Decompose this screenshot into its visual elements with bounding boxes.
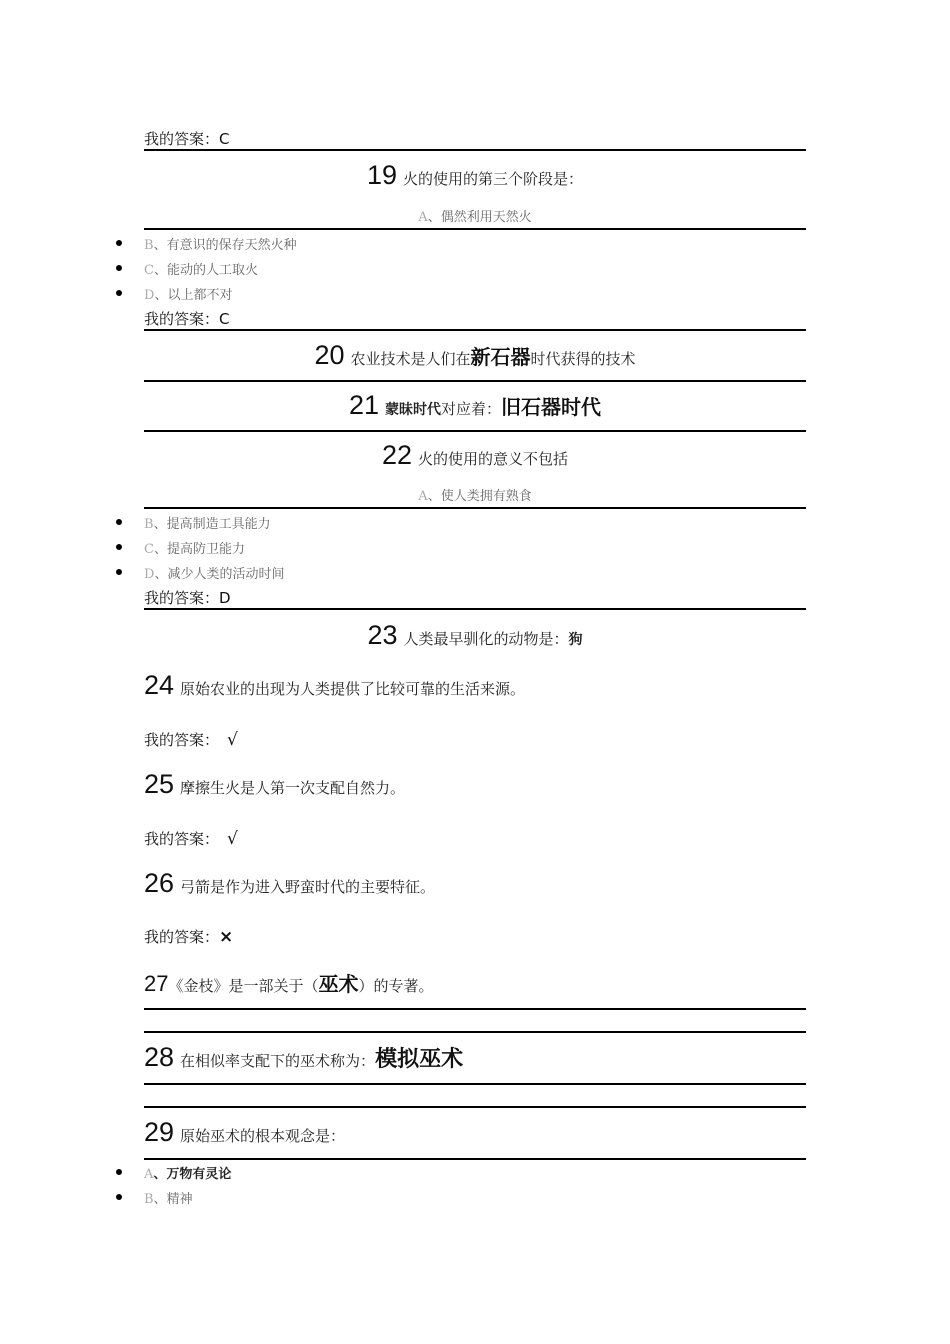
answer-label: 我的答案： (144, 731, 220, 749)
question-text: 原始巫术的根本观念是： (180, 1127, 346, 1145)
option-text: 、使人类拥有熟食 (427, 489, 532, 504)
answer-label: 我的答案： (144, 310, 220, 328)
answer-line (144, 729, 238, 750)
option-b[interactable] (144, 513, 271, 532)
option-c[interactable] (144, 259, 258, 278)
question-20 (144, 340, 806, 371)
answer-line (144, 587, 231, 608)
question-21 (144, 390, 806, 421)
option-text: 、提高制造工具能力 (153, 517, 271, 532)
question-19 (144, 160, 806, 191)
option-a[interactable] (144, 1163, 231, 1182)
question-number: 19 (366, 160, 398, 190)
option-d[interactable] (144, 563, 284, 582)
option-text: 、有意识的保存天然火种 (153, 238, 297, 253)
question-text: 《金枝》是一部关于（ (168, 977, 319, 995)
question-26 (144, 868, 806, 899)
option-c[interactable] (144, 538, 245, 557)
option-letter: A (418, 210, 428, 225)
answer-label: 我的答案： (144, 830, 220, 848)
option-letter: D (144, 288, 155, 303)
question-text: 弓箭是作为进入野蛮时代的主要特征。 (180, 878, 436, 896)
question-number: 22 (381, 440, 413, 470)
option-text: 、提高防卫能力 (153, 542, 245, 557)
option-b[interactable] (144, 1188, 193, 1207)
question-24 (144, 670, 806, 701)
option-text: 、能动的人工取火 (153, 263, 258, 278)
option-b[interactable] (144, 234, 297, 253)
question-text: 农业技术是人们在 (350, 350, 471, 368)
question-22 (144, 440, 806, 471)
question-number: 29 (144, 1117, 175, 1147)
option-letter: B (144, 517, 154, 532)
question-text: 时代获得的技术 (530, 350, 636, 368)
bullet-icon (116, 569, 122, 575)
question-text: 火的使用的第三个阶段是： (403, 170, 584, 188)
answer-value: √ (227, 730, 238, 750)
answer-value: D (219, 589, 231, 607)
divider (144, 507, 806, 509)
divider (144, 1158, 806, 1160)
divider (144, 1083, 806, 1085)
divider (144, 1106, 806, 1108)
bold-term: 蒙昧时代 (385, 402, 442, 418)
answer-label: 我的答案： (144, 130, 220, 148)
question-number: 25 (144, 769, 175, 799)
question-number: 27 (144, 971, 169, 996)
bullet-icon (116, 1169, 122, 1175)
option-d[interactable] (144, 284, 232, 303)
option-text: 、偶然利用天然火 (427, 210, 532, 225)
question-number: 20 (314, 340, 345, 370)
question-number: 21 (348, 390, 380, 420)
bullet-icon (116, 519, 122, 525)
question-number: 28 (144, 1042, 175, 1072)
option-letter: C (144, 263, 154, 278)
bullet-icon (116, 544, 122, 550)
answer-value: C (219, 310, 230, 328)
answer-value: C (219, 130, 230, 148)
question-number: 23 (367, 620, 398, 650)
divider (144, 380, 806, 382)
question-text: 火的使用的意义不包括 (418, 450, 569, 468)
question-number: 24 (144, 670, 175, 700)
divider (144, 329, 806, 331)
answer-line (144, 926, 233, 947)
answer-label: 我的答案： (144, 928, 220, 946)
question-text: 原始农业的出现为人类提供了比较可靠的生活来源。 (180, 680, 526, 698)
question-text: 对应着： (441, 400, 502, 418)
divider (144, 430, 806, 432)
answer-highlight: 旧石器时代 (501, 395, 602, 419)
option-a[interactable] (144, 485, 806, 504)
option-letter: C (144, 542, 154, 557)
answer-line (144, 308, 230, 329)
option-text: 、万物有灵论 (153, 1167, 232, 1182)
question-text: 摩擦生火是人第一次支配自然力。 (180, 779, 406, 797)
answer-line (144, 828, 238, 849)
option-letter: B (144, 1192, 154, 1207)
answer-line (144, 128, 230, 149)
question-text: 人类最早驯化的动物是： (403, 630, 569, 648)
answer-highlight: 模拟巫术 (375, 1047, 464, 1072)
question-25 (144, 769, 806, 800)
question-text: 在相似率支配下的巫术称为： (180, 1052, 376, 1070)
option-text: 、以上都不对 (154, 288, 233, 303)
answer-value: 狗 (568, 632, 583, 648)
answer-highlight: 巫术 (318, 972, 359, 996)
bullet-icon (116, 1194, 122, 1200)
option-text: 、精神 (153, 1192, 193, 1207)
question-23 (144, 620, 806, 651)
divider (144, 1031, 806, 1033)
answer-highlight: 新石器 (470, 345, 531, 369)
answer-label: 我的答案： (144, 589, 220, 607)
divider (144, 1008, 806, 1010)
bullet-icon (116, 240, 122, 246)
option-letter: A (144, 1167, 154, 1182)
option-a[interactable] (144, 206, 806, 225)
divider (144, 608, 806, 610)
option-text: 、减少人类的活动时间 (154, 567, 285, 582)
divider (144, 149, 806, 151)
divider (144, 228, 806, 230)
option-letter: B (144, 238, 154, 253)
option-letter: A (418, 489, 428, 504)
question-29 (144, 1117, 806, 1148)
question-number: 26 (144, 868, 175, 898)
question-28 (144, 1042, 806, 1073)
question-text: ）的专著。 (358, 977, 434, 995)
bullet-icon (116, 265, 122, 271)
option-letter: D (144, 567, 155, 582)
answer-value: √ (227, 829, 238, 849)
answer-value: × (219, 927, 234, 947)
bullet-icon (116, 290, 122, 296)
question-27 (144, 968, 806, 997)
